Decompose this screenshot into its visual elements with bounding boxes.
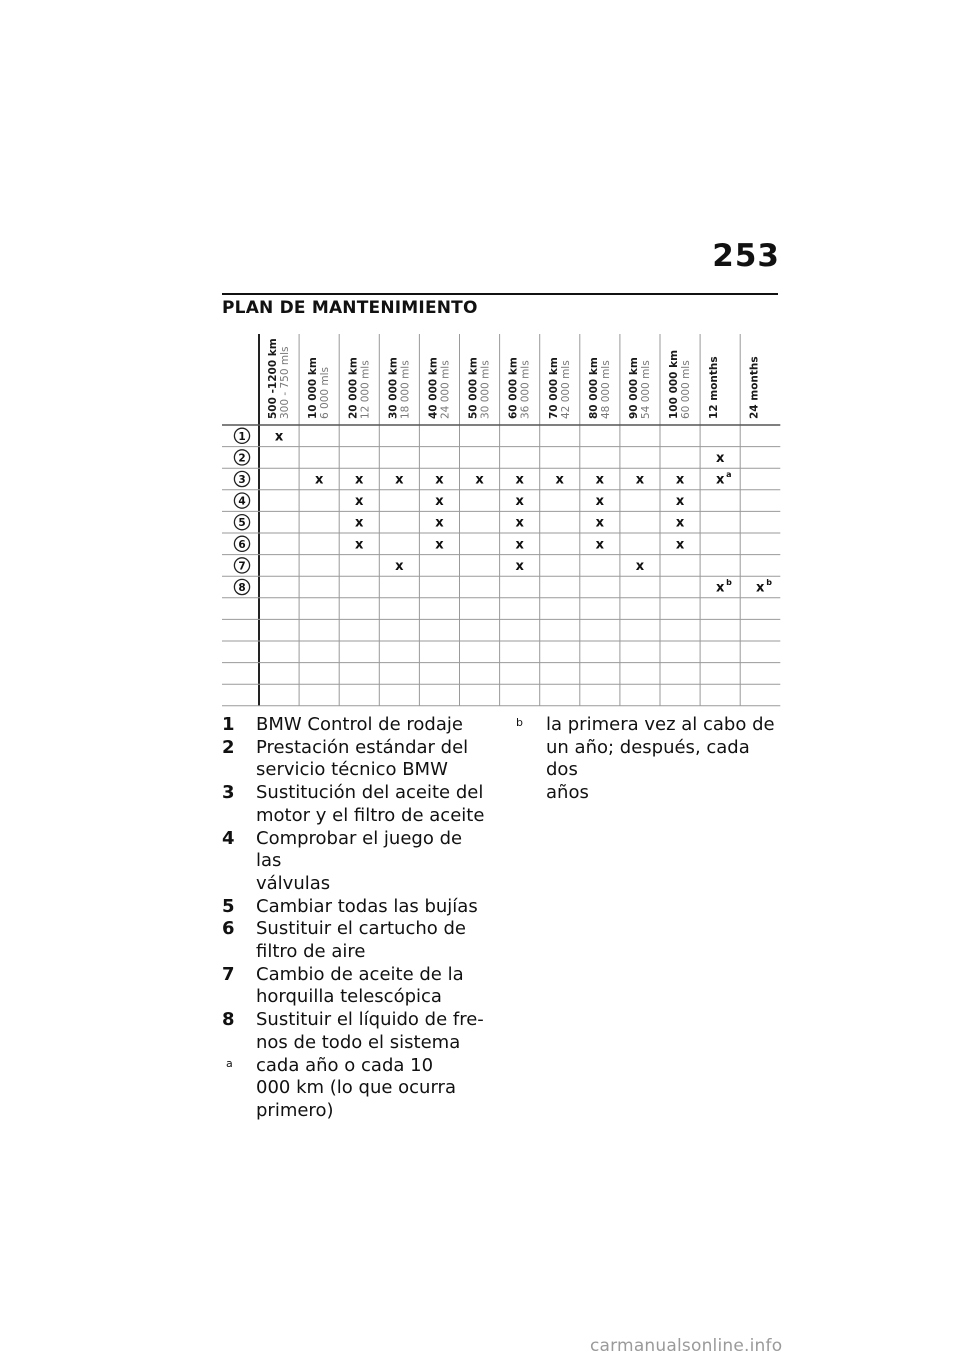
column-header-label: 10 000 km [307, 357, 320, 419]
legend-key: b [516, 716, 523, 729]
legend-text [256, 896, 492, 919]
schedule-mark: x [355, 515, 364, 531]
row-number-label: 2 [238, 452, 246, 465]
schedule-mark: x [675, 537, 685, 553]
column-header-sublabel: 48 000 mls [599, 360, 612, 419]
legend-key: 4 [222, 827, 235, 849]
column-header-sublabel: 12 000 mls [359, 360, 372, 419]
column-header-sublabel: 60 000 mls [680, 360, 693, 419]
legend-text [256, 828, 492, 896]
legend-text-line: filtro de aire [256, 941, 366, 963]
schedule-mark: x [756, 580, 765, 596]
column-header-label: 90 000 km [627, 357, 640, 419]
column-header-label: 30 000 km [387, 357, 400, 419]
schedule-mark: x [475, 472, 484, 488]
column-header-label: 80 000 km [587, 357, 600, 419]
column-header-label: 70 000 km [547, 357, 560, 419]
legend-key: 3 [222, 782, 235, 804]
legend-text-line: Cambio de aceite de la [256, 963, 464, 985]
legend-text [256, 918, 492, 963]
column-header-label: 40 000 km [427, 357, 440, 419]
legend-item [222, 1009, 492, 1054]
legend-key: 8 [222, 1009, 235, 1031]
legend-text-line: Sustituir el cartucho de [256, 918, 466, 940]
section-title: PLAN DE MANTENIMIENTO [222, 298, 478, 318]
legend-text-line: un año; después, cada dos [546, 736, 750, 781]
legend-text-line: motor y el filtro de aceite [256, 804, 485, 826]
column-header-sublabel: 18 000 mls [399, 360, 412, 419]
row-number-label: 4 [238, 495, 246, 508]
legend-item [512, 714, 782, 805]
schedule-mark: x [314, 472, 324, 488]
legend-item [222, 964, 492, 1009]
legend-key: 5 [222, 895, 235, 917]
schedule-mark: x [435, 494, 444, 510]
legend-text-line: nos de todo el sistema [256, 1031, 461, 1053]
legend-text [256, 714, 492, 737]
column-header-label: 24 months [748, 356, 761, 419]
legend-text-line: la primera vez al cabo de [546, 714, 775, 735]
legend-item [222, 828, 492, 896]
column-header-sublabel: 300 - 750 mls [279, 346, 292, 419]
legend-item [222, 714, 492, 737]
schedule-mark: x [595, 472, 605, 488]
page-number: 253 [712, 238, 780, 274]
legend-item [222, 918, 492, 963]
legend-key: a [226, 1056, 233, 1070]
legend-text [256, 1009, 492, 1054]
legend-text [256, 737, 492, 782]
schedule-mark: x [595, 494, 605, 510]
legend-left-column [222, 714, 492, 1123]
column-header-sublabel: 42 000 mls [559, 360, 572, 419]
column-header-label: 20 000 km [347, 357, 360, 419]
column-header-sublabel: 24 000 mls [439, 360, 452, 419]
schedule-mark: x [515, 494, 524, 510]
schedule-mark: x [355, 537, 364, 553]
legend-item [222, 1055, 492, 1123]
watermark: carmanualsonline.info [590, 1336, 783, 1356]
schedule-mark: x [515, 515, 524, 531]
legend-text-line: servicio técnico BMW [256, 759, 448, 781]
column-header-label: 50 000 km [467, 357, 480, 419]
legend-key: 7 [222, 963, 235, 985]
legend-text-line: BMW Control de rodaje [256, 714, 463, 735]
legend-item [222, 782, 492, 827]
legend-text [256, 964, 492, 1009]
legend-item [222, 737, 492, 782]
schedule-mark: x [435, 537, 444, 553]
legend-text [546, 714, 782, 805]
column-header-sublabel: 30 000 mls [479, 360, 492, 419]
row-number-label: 5 [238, 517, 246, 530]
row-number-label: 1 [238, 430, 246, 443]
legend-right-column [512, 714, 782, 805]
row-number-label: 6 [238, 538, 246, 551]
column-header-sublabel: 6 000 mls [319, 366, 332, 419]
schedule-mark: x [515, 472, 524, 488]
schedule-mark: x [675, 494, 685, 510]
legend-text-line: cada año o cada 10 [256, 1054, 434, 1076]
legend-text-line: Sustitución del aceite del [256, 782, 484, 804]
schedule-mark: x [595, 515, 605, 531]
legend-text-line: válvulas [256, 872, 331, 894]
legend-key: 1 [222, 714, 235, 735]
legend-key: 6 [222, 918, 235, 940]
schedule-mark: x [675, 472, 685, 488]
schedule-mark: x [715, 580, 725, 596]
schedule-mark-footnote: a [726, 470, 732, 479]
schedule-mark: x [395, 558, 404, 574]
schedule-mark: x [515, 537, 524, 553]
schedule-mark: x [274, 429, 284, 445]
legend-key: 2 [222, 736, 235, 758]
schedule-mark: x [515, 558, 524, 574]
legend-text-line: años [546, 782, 589, 804]
legend-text-line: Prestación estándar del [256, 736, 469, 758]
row-number-label: 8 [238, 582, 246, 594]
column-header-sublabel: 54 000 mls [639, 360, 652, 419]
column-header-label: 60 000 km [507, 357, 520, 419]
schedule-mark-footnote: b [766, 578, 772, 587]
schedule-mark: x [435, 515, 444, 531]
schedule-mark: x [635, 472, 645, 488]
legend-text [256, 782, 492, 827]
column-header-sublabel: 36 000 mls [519, 360, 532, 419]
schedule-mark: x [355, 494, 364, 510]
schedule-mark: x [715, 472, 725, 488]
legend-text-line: Comprobar el juego de las [256, 827, 463, 872]
legend-text-line: 000 km (lo que ocurra [256, 1077, 456, 1099]
legend-text-line: Cambiar todas las bujías [256, 895, 478, 917]
column-header-label: 500 -1200 km [267, 338, 280, 419]
schedule-mark: x [595, 537, 605, 553]
schedule-mark: x [555, 472, 564, 488]
schedule-mark: x [675, 515, 685, 531]
legend-text-line: primero) [256, 1099, 334, 1121]
schedule-mark: x [635, 558, 645, 574]
column-header-label: 100 000 km [668, 349, 681, 419]
schedule-mark: x [355, 472, 364, 488]
schedule-mark: x [715, 450, 725, 466]
legend-text-line: horquilla telescópica [256, 986, 442, 1008]
schedule-mark: x [395, 472, 404, 488]
schedule-mark: x [435, 472, 444, 488]
legend-text [256, 1055, 492, 1123]
column-header-label: 12 months [708, 356, 721, 419]
row-number-label: 3 [238, 474, 246, 486]
legend-text-line: Sustituir el líquido de fre- [256, 1009, 484, 1031]
row-number-label: 7 [238, 560, 246, 573]
schedule-mark-footnote: b [726, 578, 732, 587]
legend-item [222, 896, 492, 919]
